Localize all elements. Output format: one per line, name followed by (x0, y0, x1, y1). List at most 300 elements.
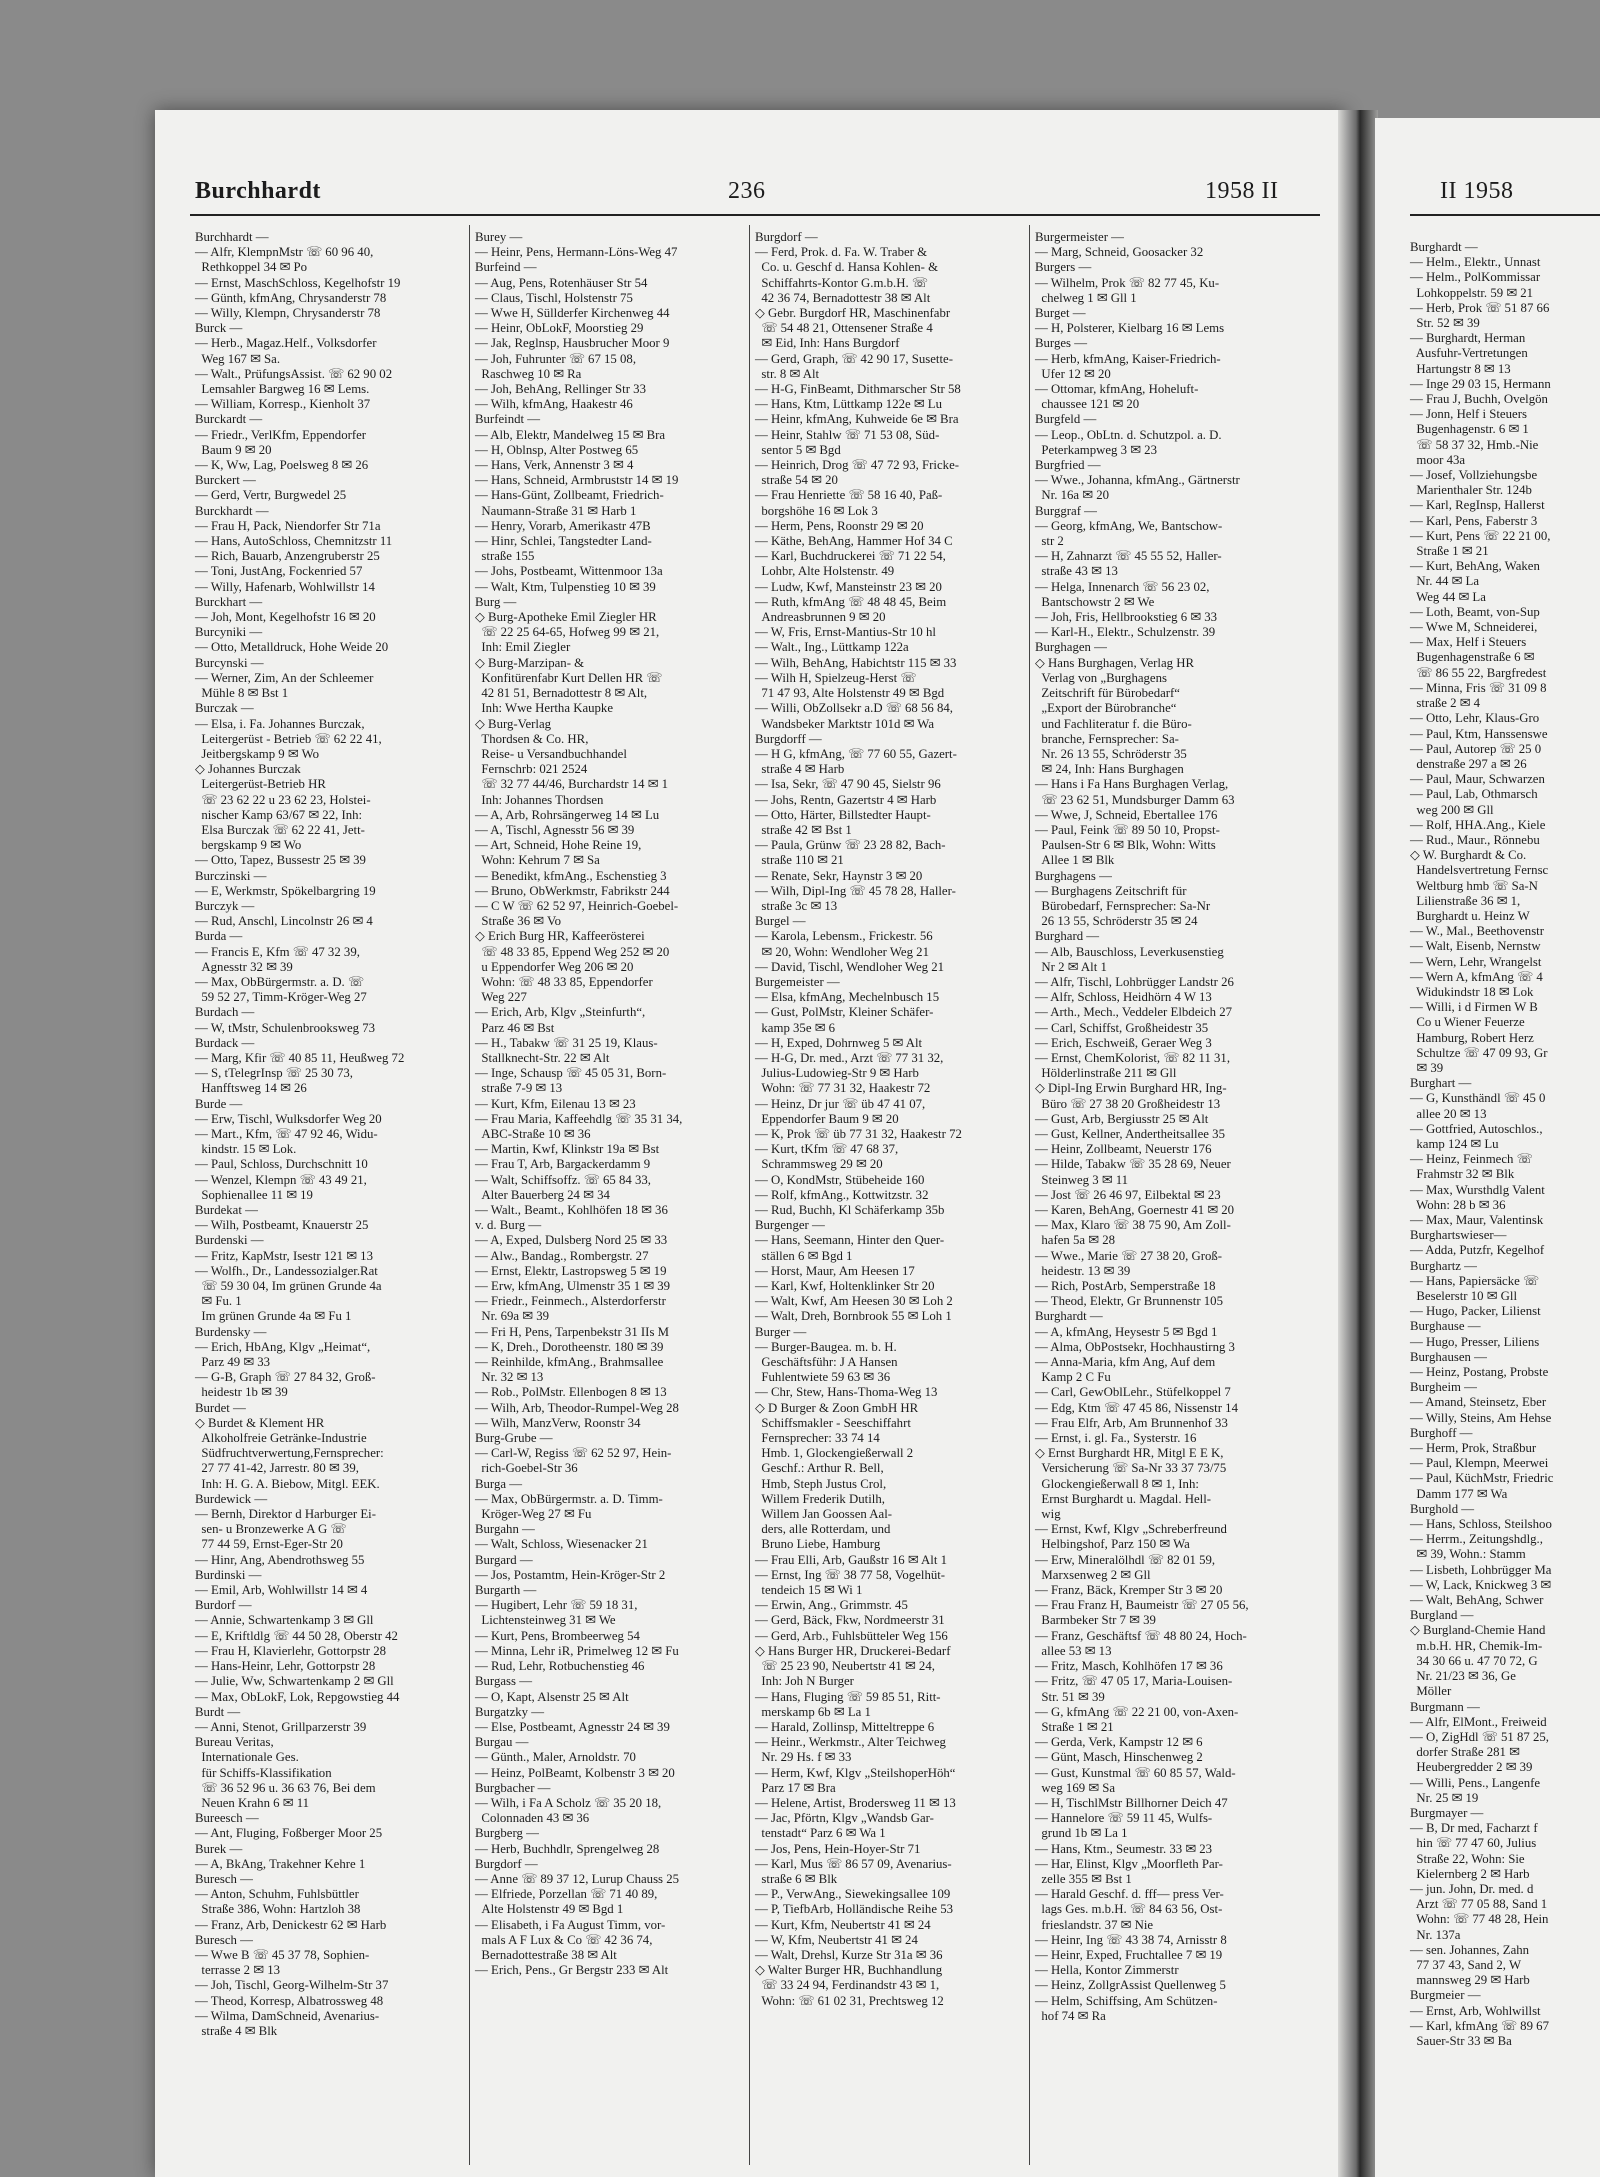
directory-entry-line: — Otto, Tapez, Bussestr 25 ✉ 39 (195, 853, 366, 868)
directory-entry-line: — Erich, HbAng, Klgv „Heimat“, (195, 1339, 371, 1354)
directory-entry-line: — Walt, BehAng, Schwer (1410, 1593, 1544, 1608)
directory-entry-line: Burghause — (1410, 1319, 1481, 1334)
directory-entry-line: — O, Kapt, Alsenstr 25 ✉ Alt (475, 1689, 629, 1704)
directory-entry-line: — A, BkAng, Trakehner Kehre 1 (195, 1856, 366, 1871)
directory-entry-line: — Rud, Buchh, Kl Schäferkamp 35b (755, 1203, 945, 1217)
directory-entry-line: ☏ 36 52 96 u. 36 63 76, Bei dem (195, 1780, 376, 1795)
directory-entry-line: — Jonn, Helf i Steuers (1410, 407, 1527, 422)
directory-entry-line: — Fritz, Masch, Kohlhöfen 17 ✉ 36 (1035, 1659, 1223, 1674)
directory-entry-line: — Heinr, ObLokF, Moorstieg 29 (475, 321, 644, 336)
directory-entry-line: Burghagen — (1035, 640, 1107, 655)
directory-entry-line: — Wilma, DamSchneid, Avenarius- (195, 2008, 380, 2023)
directory-entry-line: Burgdorf — (755, 230, 818, 244)
directory-entry-line: Burgdorff — (755, 731, 822, 746)
directory-entry-line: Straße 36 ✉ Vo (475, 914, 561, 929)
directory-entry-line: str 2 (1035, 534, 1064, 549)
directory-entry-line: — C W ☏ 62 52 97, Heinrich-Goebel- (475, 898, 679, 913)
directory-entry-line: — Erich, Arb, Klgv „Steinfurth“, (475, 1005, 646, 1020)
directory-entry-line: — Har, Elinst, Klgv „Moorfleth Par- (1035, 1856, 1223, 1871)
directory-entry-line: — Loth, Beamt, von-Sup (1410, 604, 1540, 619)
directory-entry-line: — Paul, Ktm, Hanssenswe (1410, 726, 1548, 741)
directory-entry-line: — Reinhilde, kfmAng., Brahmsallee (475, 1355, 664, 1370)
directory-entry-line: ◇ W. Burghardt & Co. (1410, 848, 1527, 863)
directory-entry-line: — Rob., PolMstr. Ellenbogen 8 ✉ 13 (475, 1385, 667, 1400)
directory-entry-line: — Alb, Bauschloss, Leverkusenstieg (1035, 944, 1224, 959)
directory-entry-line: — Aug, Pens, Rotenhäuser Str 54 (475, 275, 648, 290)
directory-entry-line: — Ernst, MaschSchloss, Kegelhofstr 19 (195, 275, 401, 290)
directory-entry-line: Bantschowstr 2 ✉ We (1035, 594, 1155, 609)
directory-entry-line: — Hans, Ktm., Seumestr. 33 ✉ 23 (1035, 1841, 1213, 1856)
directory-entry-line: Burck — (195, 321, 243, 336)
directory-entry-line: ◇ Burdet & Klement HR (195, 1415, 325, 1430)
directory-entry-line: — Walt, Ktm, Tulpenstieg 10 ✉ 39 (475, 579, 656, 594)
directory-entry-line: — Max, Wursthdlg Valent (1410, 1182, 1545, 1197)
directory-entry-line: hin ☏ 77 47 60, Julius (1410, 1836, 1537, 1851)
directory-entry-line: Wohn: ☏ 77 48 28, Hein (1410, 1912, 1549, 1927)
directory-entry-line: Burgberg — (475, 1826, 539, 1841)
directory-entry-line: ställen 6 ✉ Bgd 1 (755, 1248, 853, 1263)
directory-entry-line: ◇ Erich Burg HR, Kaffeerösterei (475, 929, 645, 944)
directory-entry-line: — P, TiefbArb, Holländische Reihe 53 (755, 1902, 953, 1917)
directory-entry-line: — Claus, Tischl, Holstenstr 75 (475, 290, 633, 305)
directory-entry-line: — Paul, Feink ☏ 89 50 10, Propst- (1035, 822, 1220, 837)
directory-entry-line: — Herm, Kwf, Klgv „SteilshoperHöh“ (755, 1765, 956, 1780)
directory-entry-line: — Walt, Kwf, Am Heesen 30 ✉ Loh 2 (755, 1294, 953, 1309)
directory-entry-line: — Frau H, Klavierlehr, Gottorpstr 28 (195, 1643, 387, 1658)
directory-entry-line: — Gust, Arb, Bergiusstr 25 ✉ Alt (1035, 1111, 1209, 1126)
directory-entry-line: — Hans, Seemann, Hinter den Quer- (755, 1233, 945, 1248)
directory-entry-line: — Frau Maria, Kaffeehdlg ☏ 35 31 34, (475, 1111, 683, 1126)
directory-entry-line: Nr. 16a ✉ 20 (1035, 488, 1109, 503)
directory-entry-line: ders, alle Rotterdam, und (755, 1522, 891, 1537)
directory-entry-line: Lilienstraße 36 ✉ 1, (1410, 893, 1521, 908)
directory-entry-line: — Erich, Eschweiß, Geraer Weg 3 (1035, 1035, 1212, 1050)
directory-entry-line: Verlag von „Burghagens (1035, 670, 1167, 685)
directory-entry-line: — Hella, Kontor Zimmerstr (1035, 1963, 1179, 1978)
directory-entry-line: — Wilhelm, Prok ☏ 82 77 45, Ku- (1035, 275, 1220, 290)
directory-entry-line: — P., VerwAng., Siewekingsallee 109 (755, 1887, 951, 1902)
directory-entry-line: Str. 52 ✉ 39 (1410, 316, 1480, 331)
directory-entry-line: Burg — (475, 594, 517, 609)
directory-entry-line: frieslandstr. 37 ✉ Nie (1035, 1917, 1154, 1932)
directory-entry-line: — Max, Klaro ☏ 38 75 90, Am Zoll- (1035, 1218, 1231, 1233)
directory-entry-line: — Gerd, Vertr, Burgwedel 25 (195, 488, 347, 503)
directory-entry-line: — Alw., Bandag., Rombergstr. 27 (475, 1248, 649, 1263)
directory-entry-line: straße 6 ✉ Blk (755, 1871, 838, 1886)
directory-entry-line: Geschf.: Arthur R. Bell, (755, 1461, 884, 1476)
directory-entry-line: Sauer-Str 33 ✉ Ba (1410, 2033, 1512, 2048)
directory-entry-line: Eppendorfer Baum 9 ✉ 20 (755, 1111, 899, 1126)
directory-entry-line: — Wilh, i Fa A Scholz ☏ 35 20 18, (475, 1795, 662, 1810)
directory-entry-line: — H, Exped, Dohrnweg 5 ✉ Alt (755, 1035, 923, 1050)
directory-entry-line: — W, Kfm, Neubertstr 41 ✉ 24 (755, 1932, 918, 1947)
directory-entry-line: — Fritz, KapMstr, Isestr 121 ✉ 13 (195, 1248, 373, 1263)
directory-entry-line: — Frau Henriette ☏ 58 16 40, Paß- (755, 488, 943, 503)
directory-entry-line: — Frau H, Pack, Niendorfer Str 71a (195, 518, 381, 533)
directory-entry-line: — Karen, BehAng, Goernestr 41 ✉ 20 (1035, 1203, 1235, 1217)
directory-entry-line: Parz 46 ✉ Bst (475, 1020, 555, 1035)
directory-entry-line: — Günth., Maler, Arnoldstr. 70 (475, 1750, 636, 1765)
directory-entry-line: — Hugo, Packer, Lilienst (1410, 1304, 1541, 1319)
directory-entry-line: Glockengießerwall 8 ✉ 1, Inh: (1035, 1476, 1199, 1491)
directory-entry-line: ◇ Burgland-Chemie Hand (1410, 1623, 1546, 1638)
directory-entry-line: Burgass — (475, 1674, 532, 1689)
directory-entry-line: zelle 355 ✉ Bst 1 (1035, 1871, 1132, 1886)
directory-entry-line: Lichtensteinweg 31 ✉ We (475, 1613, 616, 1628)
directory-entry-line: — Erich, Pens., Gr Bergstr 233 ✉ Alt (475, 1963, 669, 1978)
directory-entry-line: Burgmeier — (1410, 1988, 1481, 2003)
directory-entry-line: Kielernberg 2 ✉ Harb (1410, 1866, 1530, 1881)
directory-entry-line: Straße 1 ✉ 21 (1410, 544, 1489, 559)
directory-entry-line: — Hugibert, Lehr ☏ 59 18 31, (475, 1598, 638, 1613)
directory-entry-line: — Rud, Anschl, Lincolnstr 26 ✉ 4 (195, 914, 373, 929)
directory-entry-line: Helbingshof, Parz 150 ✉ Wa (1035, 1537, 1190, 1552)
directory-entry-line: rich-Goebel-Str 36 (475, 1461, 578, 1476)
directory-entry-line: Nr. 32 ✉ 13 (475, 1370, 544, 1385)
directory-entry-line: ◇ Burg-Verlag (475, 716, 552, 731)
directory-entry-line: Burgarth — (475, 1583, 537, 1598)
directory-entry-line: Nr. 137a (1410, 1927, 1461, 1942)
directory-entry-line: Burdt — (195, 1704, 241, 1719)
directory-entry-line: Straße 22, Wohn: Sie (1410, 1851, 1525, 1866)
directory-entry-line: — Hilde, Tabakw ☏ 35 28 69, Neuer (1035, 1157, 1231, 1172)
directory-entry-line: Burgau — (475, 1735, 529, 1750)
directory-entry-line: — Hans, Ktm, Lüttkamp 122e ✉ Lu (755, 397, 943, 412)
directory-entry-line: Zeitschrift für Bürobedarf“ (1035, 686, 1180, 701)
directory-entry-line: Burchhardt — (195, 230, 269, 244)
page-number: 236 (728, 178, 766, 204)
directory-entry-line: ☏ 23 62 51, Mundsburger Damm 63 (1035, 792, 1235, 807)
directory-entry-line: nischer Kamp 63/67 ✉ 22, Inh: (195, 807, 363, 822)
directory-entry-line: Nr. 25 ✉ 19 (1410, 1790, 1479, 1805)
directory-entry-line: — Wilh, kfmAng, Haakestr 46 (475, 397, 633, 412)
directory-entry-line: — Helm., PolKommissar (1410, 270, 1541, 285)
directory-entry-line: — Hans, Fluging ☏ 59 85 51, Ritt- (755, 1689, 941, 1704)
directory-entry-line: sen- u Bronzewerke A G ☏ (195, 1522, 347, 1537)
directory-entry-line: 42 36 74, Bernadottestr 38 ✉ Alt (755, 290, 931, 305)
directory-entry-line: — Bruno, ObWerkmstr, Fabrikstr 244 (475, 883, 670, 898)
directory-entry-line: — Jak, Reglnsp, Hausbrucher Moor 9 (475, 336, 670, 351)
directory-entry-line: Alkoholfreie Getränke-Industrie (195, 1431, 367, 1446)
directory-entry-line: — Wern, Lehr, Wrangelst (1410, 954, 1542, 969)
directory-entry-line: — Herb, Buchhdlr, Sprengelweg 28 (475, 1841, 660, 1856)
directory-entry-line: Damm 177 ✉ Wa (1410, 1486, 1508, 1501)
book-gutter (1338, 110, 1378, 2177)
directory-entry-line: — Ludw, Kwf, Mansteinstr 23 ✉ 20 (755, 579, 942, 594)
directory-entry-line: Burghart — (1410, 1076, 1472, 1091)
directory-entry-line: — Paul, Autorep ☏ 25 0 (1410, 741, 1542, 756)
directory-entry-line: — Wwe, J, Schneid, Ebertallee 176 (1035, 807, 1218, 822)
directory-entry-line: Willem Frederik Dutilh, (755, 1491, 885, 1506)
directory-entry-line: — Jos, Postamtm, Hein-Kröger-Str 2 (475, 1567, 666, 1582)
directory-entry-line: Burgahn — (475, 1522, 535, 1537)
directory-entry-line: Leitergerüst - Betrieb ☏ 62 22 41, (195, 731, 382, 746)
directory-entry-line: Str. 51 ✉ 39 (1035, 1689, 1105, 1704)
directory-entry-line: — Willi, ObZollsekr a.D ☏ 68 56 84, (755, 701, 953, 716)
directory-entry-line: — G, Kunsthändl ☏ 45 0 (1410, 1091, 1546, 1106)
directory-entry-line: Weg 44 ✉ La (1410, 589, 1486, 604)
directory-entry-line: — Erw, Mineralölhdl ☏ 82 01 59, (1035, 1552, 1216, 1567)
directory-entry-line: — Paul, Klempn, Meerwei (1410, 1456, 1549, 1471)
directory-entry-line: 77 37 43, Sand 2, W (1410, 1957, 1522, 1972)
directory-entry-line: Thordsen & Co. HR, (475, 731, 589, 746)
directory-entry-line: Julius-Ludowieg-Str 9 ✉ Harb (755, 1066, 919, 1081)
directory-entry-line: heidestr 1b ✉ 39 (195, 1385, 288, 1400)
directory-entry-line: — Ernst, ChemKolorist, ☏ 82 11 31, (1035, 1050, 1231, 1065)
directory-entry-line: — Georg, kfmAng, We, Bantschow- (1035, 518, 1223, 533)
directory-entry-line: ◇ Gebr. Burgdorf HR, Maschinenfabr (755, 306, 951, 321)
directory-entry-line: — Gust, Kellner, Andertheitsallee 35 (1035, 1126, 1225, 1141)
directory-column-2 (475, 230, 743, 1978)
directory-entry-line: — Burghardt, Herman (1410, 331, 1526, 346)
directory-column-4 (1035, 230, 1303, 2024)
directory-entry-line: kamp 35e ✉ 6 (755, 1020, 836, 1035)
directory-entry-line: m.b.H. HR, Chemik-Im- (1410, 1638, 1543, 1653)
directory-entry-line: Buresch — (195, 1871, 253, 1886)
directory-entry-line: — Max, Helf i Steuers (1410, 635, 1527, 650)
directory-entry-line: — Wern A, kfmAng ☏ 4 (1410, 969, 1543, 984)
directory-entry-line: Bureesch — (195, 1811, 259, 1826)
header-rule-left (190, 214, 1320, 216)
directory-entry-line: Inh: Emil Ziegler (475, 640, 571, 655)
directory-entry-line: Schiffsmakler - Seeschiffahrt (755, 1415, 911, 1430)
directory-entry-line: — Henry, Vorarb, Amerikastr 47B (475, 518, 651, 533)
directory-entry-line: Internationale Ges. (195, 1750, 299, 1765)
directory-entry-line: — Helga, Innenarch ☏ 56 23 02, (1035, 579, 1210, 594)
directory-column-1 (195, 230, 463, 2039)
directory-entry-line: — Elsa, i. Fa. Johannes Burczak, (195, 716, 365, 731)
directory-entry-line: — Wilh H, Spielzeug-Herst ☏ (755, 670, 917, 685)
directory-entry-line: — H, Zahnarzt ☏ 45 55 52, Haller- (1035, 549, 1222, 564)
directory-entry-line: — Heinr, Stahlw ☏ 71 53 08, Süd- (755, 427, 940, 442)
directory-entry-line: Burdinski — (195, 1567, 262, 1582)
directory-entry-line: Inh: Johannes Thordsen (475, 792, 604, 807)
directory-entry-line: Burghagens — (1035, 868, 1112, 883)
directory-entry-line: — Kurt, Pens ☏ 22 21 00, (1410, 528, 1551, 543)
directory-entry-line: Peterkampweg 3 ✉ 23 (1035, 442, 1157, 457)
directory-entry-line: straße 155 (475, 549, 535, 564)
directory-entry-line: Burckardt — (195, 412, 263, 427)
directory-entry-line: Burghoff — (1410, 1425, 1473, 1440)
directory-entry-line: — Otto, Härter, Billstedter Haupt- (755, 807, 931, 822)
directory-entry-line: Nr 2 ✉ Alt 1 (1035, 959, 1107, 974)
directory-entry-line: — Max, ObBürgermstr. a. D. Timm- (475, 1491, 663, 1506)
directory-entry-line: Burggraf — (1035, 503, 1097, 518)
directory-entry-line: — Heinz, PolBeamt, Kolbenstr 3 ✉ 20 (475, 1765, 675, 1780)
directory-entry-line: ✉ Eid, Inh: Hans Burgdorf (755, 336, 900, 351)
directory-entry-line: — Kurt, Pens, Brombeerweg 54 (475, 1628, 640, 1643)
directory-entry-line: Baum 9 ✉ 20 (195, 442, 272, 457)
directory-entry-line: — Frau Elli, Arb, Gaußstr 16 ✉ Alt 1 (755, 1552, 948, 1567)
directory-entry-line: Burgard — (475, 1552, 533, 1567)
directory-entry-line: — H, Oblnsp, Alter Postweg 65 (475, 442, 639, 457)
directory-entry-line: Burckhart — (195, 594, 263, 609)
directory-entry-line: — K, Dreh., Dorotheenstr. 180 ✉ 39 (475, 1339, 664, 1354)
directory-entry-line: Alter Bauerberg 24 ✉ 34 (475, 1187, 610, 1202)
directory-entry-line: Burgatzky — (475, 1704, 545, 1719)
directory-entry-line: — Erw, kfmAng, Ulmenstr 35 1 ✉ 39 (475, 1279, 671, 1294)
directory-entry-line: Wohn: Kehrum 7 ✉ Sa (475, 853, 600, 868)
directory-entry-line: — David, Tischl, Wendloher Weg 21 (755, 959, 945, 974)
directory-column-3 (755, 230, 1023, 2009)
directory-entry-line: — Hans-Günt, Zollbeamt, Friedrich- (475, 488, 664, 503)
directory-entry-line: ◇ Hans Burger HR, Druckerei-Bedarf (755, 1643, 951, 1658)
directory-entry-line: — Max, ObLokF, Lok, Repgowstieg 44 (195, 1689, 400, 1704)
directory-entry-line: Sophienallee 11 ✉ 19 (195, 1187, 313, 1202)
directory-entry-line: — Heinz, Feinmech ☏ (1410, 1152, 1533, 1167)
directory-entry-line: Nr. 26 13 55, Schröderstr 35 (1035, 746, 1187, 761)
directory-entry-line: Burgmayer — (1410, 1805, 1484, 1820)
column-divider (749, 225, 750, 2165)
directory-entry-line: — Paula, Grünw ☏ 23 28 82, Bach- (755, 838, 946, 853)
directory-entry-line: — G, kfmAng ☏ 22 21 00, von-Axen- (1035, 1704, 1239, 1719)
directory-entry-line: — Anna-Maria, kfm Ang, Auf dem (1035, 1355, 1216, 1370)
directory-entry-line: merskamp 6b ✉ La 1 (755, 1704, 871, 1719)
directory-entry-line: sentor 5 ✉ Bgd (755, 442, 841, 457)
directory-entry-line: Inh: Joh N Burger (755, 1674, 854, 1689)
directory-entry-line: straße 7-9 ✉ 13 (475, 1081, 563, 1096)
directory-entry-line: 71 47 93, Alte Holstenstr 49 ✉ Bgd (755, 686, 945, 701)
directory-entry-line: — Carl, Schiffst, Großheidestr 35 (1035, 1020, 1209, 1035)
directory-entry-line: — Frau J, Buchh, Ovelgön (1410, 392, 1548, 407)
directory-entry-line: ☏ 25 23 90, Neubertstr 41 ✉ 24, (755, 1659, 935, 1674)
directory-entry-line: — Joh, BehAng, Rellinger Str 33 (475, 382, 646, 397)
directory-entry-line: — Wwe., Johanna, kfmAng., Gärtnerstr (1035, 473, 1240, 488)
directory-entry-line: — Emil, Arb, Wohlwillstr 14 ✉ 4 (195, 1583, 368, 1598)
directory-entry-line: — Käthe, BehAng, Hammer Hof 34 C (755, 534, 953, 549)
directory-entry-line: Alte Holstenstr 49 ✉ Bgd 1 (475, 1902, 624, 1917)
directory-entry-line: ◇ Burg-Apotheke Emil Ziegler HR (475, 610, 657, 625)
directory-entry-line: — Rich, Bauarb, Anzengruberstr 25 (195, 549, 380, 564)
directory-entry-line: — Gerda, Verk, Kampstr 12 ✉ 6 (1035, 1735, 1203, 1750)
directory-entry-line: — Art, Schneid, Hohe Reine 19, (475, 838, 642, 853)
directory-entry-line: Leitergerüst-Betrieb HR (195, 777, 326, 792)
directory-entry-line: — Walt, Eisenb, Nernstw (1410, 939, 1541, 954)
directory-entry-line: — Paul, Lab, Othmarsch (1410, 787, 1538, 802)
directory-entry-line: 77 44 59, Ernst-Eger-Str 20 (195, 1537, 343, 1552)
directory-entry-line: Burckhardt — (195, 503, 269, 518)
directory-entry-line: Burfeindt — (475, 412, 541, 427)
directory-entry-line: Burgdorf — (475, 1856, 538, 1871)
directory-entry-line: Steinweg 3 ✉ 11 (1035, 1172, 1129, 1187)
directory-entry-line: — Johs, Rentn, Gazertstr 4 ✉ Harb (755, 792, 937, 807)
directory-entry-line: — Alfr, ElMont., Freiweid (1410, 1714, 1547, 1729)
directory-entry-line: ◇ Burg-Marzipan- & (475, 655, 585, 670)
year-volume-left: 1958 II (1205, 178, 1279, 204)
directory-entry-line: — Wilh, Dipl-Ing ☏ 45 78 28, Haller- (755, 883, 956, 898)
directory-entry-line: — Minna, Fris ☏ 31 09 8 (1410, 680, 1547, 695)
directory-entry-line: Burdensky — (195, 1324, 267, 1339)
directory-entry-line: terrasse 2 ✉ 13 (195, 1963, 280, 1978)
directory-entry-line: — Hans, Verk, Annenstr 3 ✉ 4 (475, 458, 634, 473)
directory-entry-line: — H-G, Dr. med., Arzt ☏ 77 31 32, (755, 1050, 944, 1065)
directory-entry-line: — Elfriede, Porzellan ☏ 71 40 89, (475, 1887, 658, 1902)
directory-entry-line: — Rich, PostArb, Semperstraße 18 (1035, 1279, 1216, 1294)
directory-entry-line: Burgbacher — (475, 1780, 551, 1795)
directory-entry-line: Kamp 2 C Fu (1035, 1370, 1111, 1385)
directory-entry-line: — Wwe M, Schneiderei, (1410, 620, 1538, 635)
directory-entry-line: — H G, kfmAng, ☏ 77 60 55, Gazert- (755, 746, 957, 761)
directory-entry-line: — Herm, Pens, Roonstr 29 ✉ 20 (755, 518, 924, 533)
directory-entry-line: Burghold — (1410, 1501, 1475, 1516)
directory-entry-line: Wandsbeker Marktstr 101d ✉ Wa (755, 716, 935, 731)
directory-entry-line: wig (1035, 1507, 1061, 1522)
directory-entry-line: Burdach — (195, 1005, 255, 1020)
directory-entry-line: Ufer 12 ✉ 20 (1035, 366, 1111, 381)
directory-entry-line: — E, Werkmstr, Spökelbargring 19 (195, 883, 376, 898)
directory-entry-line: Burgers — (1035, 260, 1092, 275)
directory-entry-line: Burghardt u. Heinz W (1410, 908, 1530, 923)
directory-entry-line: — Herrm., Zeitungshdlg., (1410, 1532, 1543, 1547)
directory-entry-line: — O, ZigHdl ☏ 51 87 25, (1410, 1729, 1549, 1744)
directory-entry-line: Reise- u Versandbuchhandel (475, 746, 627, 761)
directory-entry-line: — Marg, Kfir ☏ 40 85 11, Heußweg 72 (195, 1050, 405, 1065)
directory-entry-line: — Rud., Maur., Rönnebu (1410, 832, 1540, 847)
directory-entry-line: — Otto, Lehr, Klaus-Gro (1410, 711, 1540, 726)
directory-entry-line: Hmb. 1, Glockengießerwall 2 (755, 1446, 914, 1461)
directory-entry-line: — Joh, Fuhrunter ☏ 67 15 08, (475, 351, 637, 366)
directory-entry-line: Wohn: 28 b ✉ 36 (1410, 1197, 1506, 1212)
directory-entry-line: — Joh, Fris, Hellbrookstieg 6 ✉ 33 (1035, 610, 1218, 625)
directory-entry-line: — Annie, Schwartenkamp 3 ✉ Gll (195, 1613, 374, 1628)
directory-entry-line: — Ruth, kfmAng ☏ 48 48 45, Beim (755, 594, 947, 609)
directory-entry-line: Burczak — (195, 701, 254, 716)
directory-entry-line: ☏ 32 77 44/46, Burchardstr 14 ✉ 1 (475, 777, 669, 792)
directory-entry-line: — Friedr., VerlKfm, Eppendorfer (195, 427, 367, 442)
directory-entry-line: chelweg 1 ✉ Gll 1 (1035, 290, 1137, 305)
directory-entry-line: — Frau Franz H, Baumeistr ☏ 27 05 56, (1035, 1598, 1249, 1613)
directory-entry-line: — Mart., Kfm, ☏ 47 92 46, Widu- (195, 1126, 378, 1141)
directory-entry-line: ☏ 23 62 22 u 23 62 23, Holstei- (195, 792, 371, 807)
directory-entry-line: Burghartswieser— (1410, 1228, 1507, 1243)
directory-entry-line: Burghardt — (1035, 1309, 1103, 1324)
directory-entry-line: — Ernst, Elektr, Lastropsweg 5 ✉ 19 (475, 1263, 667, 1278)
directory-entry-line: — W., Mal., Beethovenstr (1410, 924, 1544, 939)
directory-entry-line: — Fri H, Pens, Tarpenbekstr 31 IIs M (475, 1324, 670, 1339)
directory-entry-line: Burckert — (195, 473, 256, 488)
directory-entry-line: — Joh, Mont, Kegelhofstr 16 ✉ 20 (195, 610, 376, 625)
directory-entry-line: Lemsahler Bargweg 16 ✉ Lems. (195, 382, 370, 397)
directory-entry-line: — Fritz, ☏ 47 05 17, Maria-Louisen- (1035, 1674, 1233, 1689)
directory-entry-line: Büro ☏ 27 38 20 Großheidestr 13 (1035, 1096, 1221, 1111)
directory-entry-line: — Ant, Fluging, Foßberger Moor 25 (195, 1826, 383, 1841)
directory-entry-line: Andreasbrunnen 9 ✉ 20 (755, 610, 886, 625)
directory-entry-line: Frahmstr 32 ✉ Blk (1410, 1167, 1515, 1182)
directory-entry-line: — Willi, Pens., Langenfe (1410, 1775, 1541, 1790)
directory-entry-line: — Franz, Geschäftsf ☏ 48 80 24, Hoch- (1035, 1628, 1247, 1643)
directory-entry-line: Hanfftsweg 14 ✉ 26 (195, 1081, 307, 1096)
directory-entry-line: — Franz, Arb, Denickestr 62 ✉ Harb (195, 1917, 387, 1932)
directory-entry-line: mannsweg 29 ✉ Harb (1410, 1973, 1530, 1988)
directory-entry-line: — H, TischlMstr Billhorner Deich 47 (1035, 1795, 1228, 1810)
directory-entry-line: — Josef, Vollziehungsbe (1410, 468, 1538, 483)
directory-entry-line: branche, Fernsprecher: Sa- (1035, 731, 1179, 746)
directory-entry-line: Straße 386, Wohn: Hartzloh 38 (195, 1902, 361, 1917)
directory-entry-line: — Rolf, kfmAng., Kottwitzstr. 32 (755, 1187, 929, 1202)
directory-entry-line: — Leop., ObLtn. d. Schutzpol. a. D. (1035, 427, 1222, 442)
directory-entry-line: Südfruchtverwertung,Fernsprecher: (195, 1446, 384, 1461)
directory-entry-line: Parz 49 ✉ 33 (195, 1355, 271, 1370)
directory-entry-line: straße 43 ✉ 13 (1035, 564, 1118, 579)
directory-entry-line: — Heinr, kfmAng, Kuhweide 6e ✉ Bra (755, 412, 959, 427)
directory-entry-line: Mühle 8 ✉ Bst 1 (195, 686, 289, 701)
directory-entry-line: ✉ 39 (1410, 1060, 1444, 1075)
directory-entry-line: — A, Exped, Dulsberg Nord 25 ✉ 33 (475, 1233, 668, 1248)
directory-entry-line: — Karl-H., Elektr., Schulzenstr. 39 (1035, 625, 1216, 640)
directory-entry-line: Burger — (755, 1324, 807, 1339)
directory-entry-line: — Alb, Elektr, Mandelweg 15 ✉ Bra (475, 427, 666, 442)
directory-entry-line: — Renate, Sekr, Haynstr 3 ✉ 20 (755, 868, 923, 883)
